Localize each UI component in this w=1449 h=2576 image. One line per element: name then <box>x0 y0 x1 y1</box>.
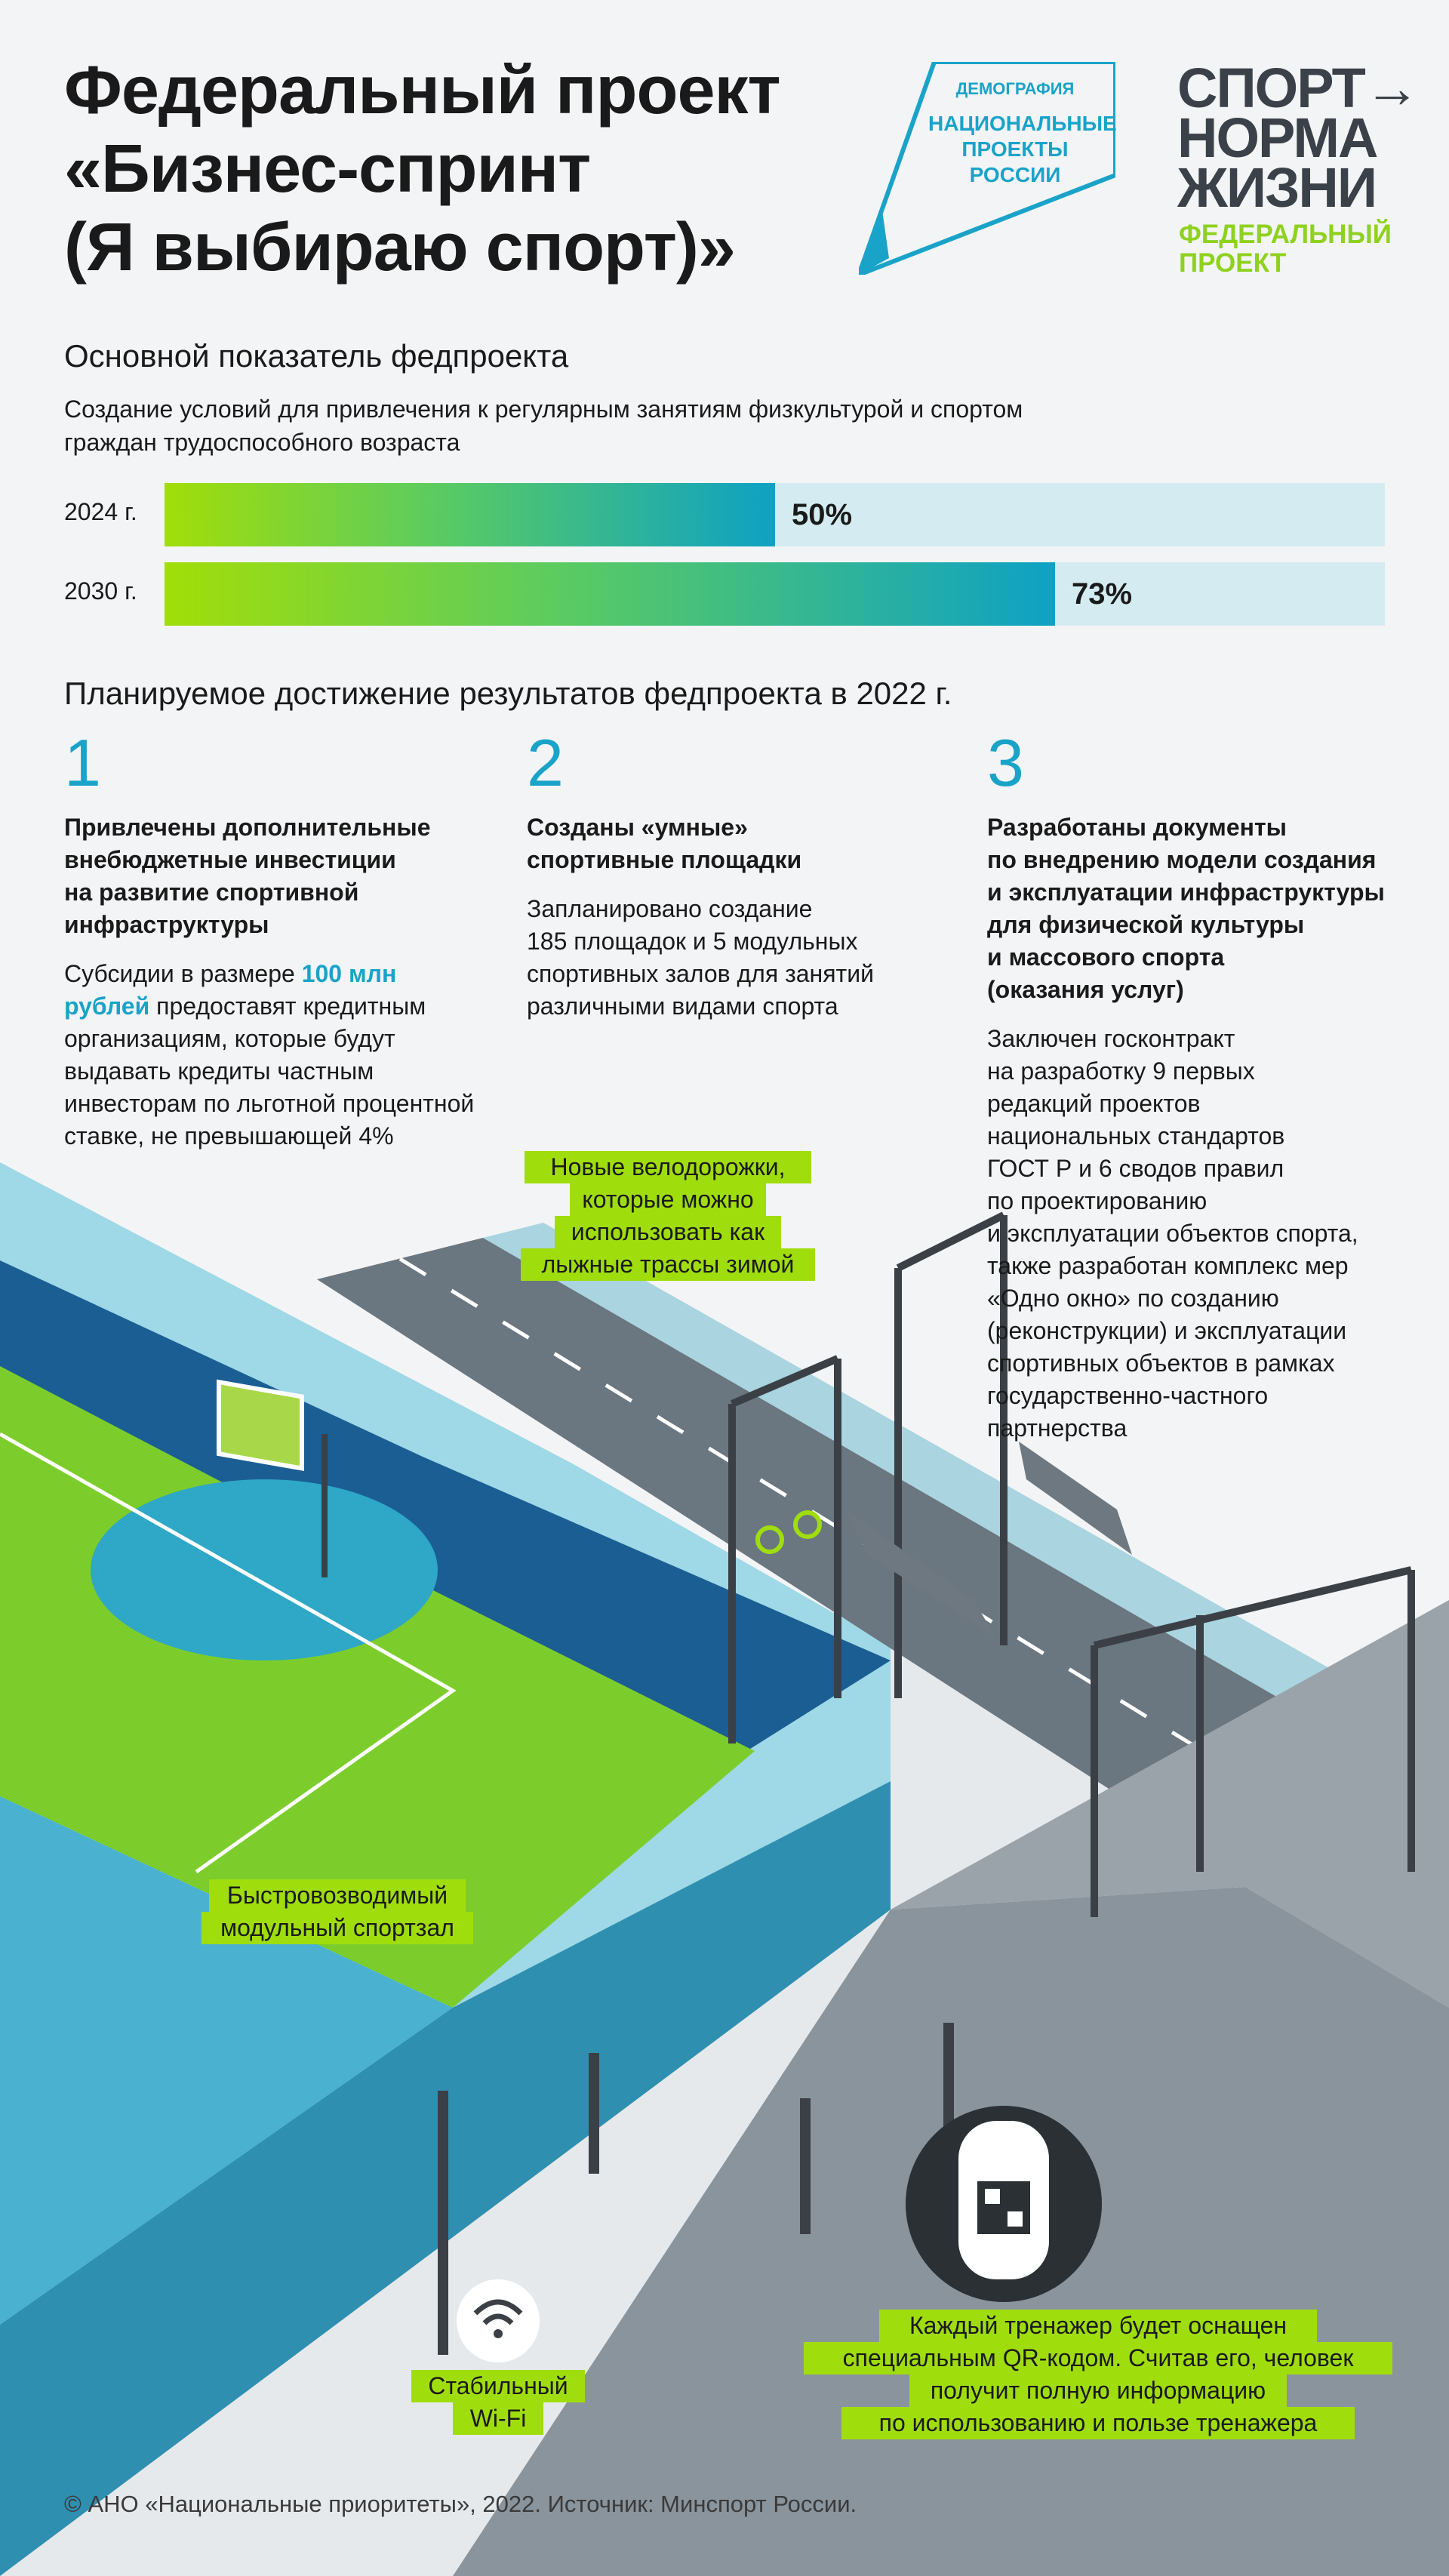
bar-fill-2024 <box>165 483 775 546</box>
qr-label-line-1: Каждый тренажер будет оснащен <box>879 2310 1317 2342</box>
fed-line-1: ФЕДЕРАЛЬНЫЙ <box>1179 220 1392 249</box>
result-1-body-pre: Субсидии в размере <box>64 960 302 987</box>
result-2-head-line-2: спортивные площадки <box>527 846 802 873</box>
bike-lanes-label <box>513 1151 823 1281</box>
page-title <box>64 51 780 287</box>
demografia-top: ДЕМОГРАФИЯ <box>955 79 1075 98</box>
result-heading-1 <box>64 811 487 941</box>
result-heading-2 <box>527 811 949 876</box>
indicator-subtitle-line-2: граждан трудоспособного возраста <box>64 429 460 456</box>
result-3-body-line-4: национальных стандартов <box>987 1122 1285 1150</box>
result-number-2: 2 <box>527 725 564 800</box>
bar-fill-2030 <box>165 562 1055 626</box>
federal-project-logo-text <box>1179 220 1392 278</box>
bar-track-2030 <box>165 562 1385 626</box>
result-3-body-line-3: редакций проектов <box>987 1090 1201 1117</box>
result-1-head-line-1: Привлечены дополнительные <box>64 814 431 841</box>
result-1-head-line-4: инфраструктуры <box>64 911 269 938</box>
title-line-3: (Я выбираю спорт)» <box>64 210 735 285</box>
wifi-label-line-2: Wi-Fi <box>453 2402 543 2435</box>
result-3-body-line-12: государственно-частного <box>987 1382 1269 1409</box>
bar-label-2024: 2024 г. <box>64 498 137 525</box>
result-3-body-line-11: спортивных объектов в рамках <box>987 1350 1335 1377</box>
result-3-body-line-9: «Одно окно» по созданию <box>987 1285 1279 1312</box>
gym-label-line-1: Быстровозводимый <box>209 1879 466 1912</box>
result-number-1: 1 <box>64 725 101 800</box>
result-3-body-line-2: на разработку 9 первых <box>987 1057 1255 1085</box>
sport-norma-logo <box>1177 57 1419 219</box>
result-1-head-line-2: внебюджетные инвестиции <box>64 846 396 873</box>
sport-logo-line-1: СПОРТ→ <box>1177 57 1419 119</box>
bar-value-2024: 50% <box>792 498 853 531</box>
indicator-subtitle-line-1: Создание условий для привлечения к регулярным занятиям физкультурой и спортом <box>64 395 1023 423</box>
title-line-1: Федеральный проект <box>64 53 780 128</box>
footer-copyright: © АНО «Национальные приоритеты», 2022. Источник: Минспорт России. <box>64 2491 857 2517</box>
result-1-body-post: предоставят кредитным организациям, которые будут выдавать кредиты частным инвесторам по льготной процентной ставке, не превышающей 4% <box>64 993 475 1150</box>
result-3-body-line-1: Заключен госконтракт <box>987 1025 1235 1052</box>
results-title: Планируемое достижение результатов федпроекта в 2022 г. <box>64 676 952 711</box>
indicator-title: Основной показатель федпроекта <box>64 338 569 374</box>
result-3-body-line-7: и эксплуатации объектов спорта, <box>987 1220 1358 1247</box>
qr-label-line-3: получит полную информацию <box>909 2374 1287 2407</box>
sport-logo-line-3: ЖИЗНИ <box>1177 156 1377 219</box>
result-2-body-line-4: различными видами спорта <box>527 993 838 1020</box>
result-1-head-line-3: на развитие спортивной <box>64 879 359 906</box>
result-2-body-line-1: Запланировано создание <box>527 895 813 922</box>
result-body-1 <box>64 958 487 1153</box>
fed-line-2: ПРОЕКТ <box>1179 248 1287 278</box>
bar-track-2024 <box>165 483 1385 546</box>
demografia-line-2: ПРОЕКТЫ <box>961 137 1069 161</box>
result-2-head-line-1: Созданы «умные» <box>527 814 748 841</box>
result-3-body-line-5: ГОСТ Р и 6 сводов правил <box>987 1155 1284 1182</box>
title-line-2: «Бизнес-спринт <box>64 131 591 207</box>
result-1-body-highlight: 100 млн рублей <box>64 960 397 1020</box>
result-3-head-line-5: и массового спорта <box>987 943 1225 971</box>
result-2-body-line-2: 185 площадок и 5 модульных <box>527 928 858 955</box>
qr-label-line-4: по использованию и пользе тренажера <box>841 2407 1355 2439</box>
gym-label-line-2: модульный спортзал <box>202 1912 473 1944</box>
modular-gym-label <box>198 1879 477 1944</box>
demografia-line-3: РОССИИ <box>969 163 1061 186</box>
result-3-head-line-3: и эксплуатации инфраструктуры <box>987 879 1385 906</box>
qr-code-label <box>800 2310 1396 2439</box>
result-2-body-line-3: спортивных залов для занятий <box>527 960 874 987</box>
bike-label-line-3: использовать как <box>555 1216 781 1248</box>
result-heading-3 <box>987 811 1410 1006</box>
result-body-3 <box>987 1023 1440 1445</box>
bike-label-line-2: которые можно <box>570 1183 766 1216</box>
result-3-body-line-8: также разработан комплекс мер <box>987 1252 1349 1279</box>
demografia-logo-text <box>928 79 1117 188</box>
indicator-subtitle <box>64 392 1347 459</box>
result-body-2 <box>527 893 949 1023</box>
result-3-body-line-10: (реконструкции) и эксплуатации <box>987 1317 1347 1344</box>
result-3-head-line-4: для физической культуры <box>987 911 1305 938</box>
result-3-body-line-13: партнерства <box>987 1414 1128 1442</box>
bike-label-line-4: лыжные трассы зимой <box>521 1248 815 1281</box>
bike-label-line-1: Новые велодорожки, <box>525 1151 811 1183</box>
result-3-body-line-6: по проектированию <box>987 1187 1208 1214</box>
qr-label-line-2: специальным QR-кодом. Считав его, человек <box>804 2342 1392 2374</box>
result-3-head-line-2: по внедрению модели создания <box>987 846 1377 873</box>
bar-value-2030: 73% <box>1072 577 1133 611</box>
sport-logo-line-2: НОРМА <box>1177 106 1377 169</box>
result-3-head-line-6: (оказания услуг) <box>987 976 1184 1003</box>
demografia-line-1: НАЦИОНАЛЬНЫЕ <box>928 112 1117 135</box>
bar-label-2030: 2030 г. <box>64 577 137 605</box>
wifi-label-line-1: Стабильный <box>411 2370 585 2402</box>
wifi-label <box>411 2370 585 2435</box>
result-number-3: 3 <box>987 725 1024 800</box>
result-3-head-line-1: Разработаны документы <box>987 814 1287 841</box>
